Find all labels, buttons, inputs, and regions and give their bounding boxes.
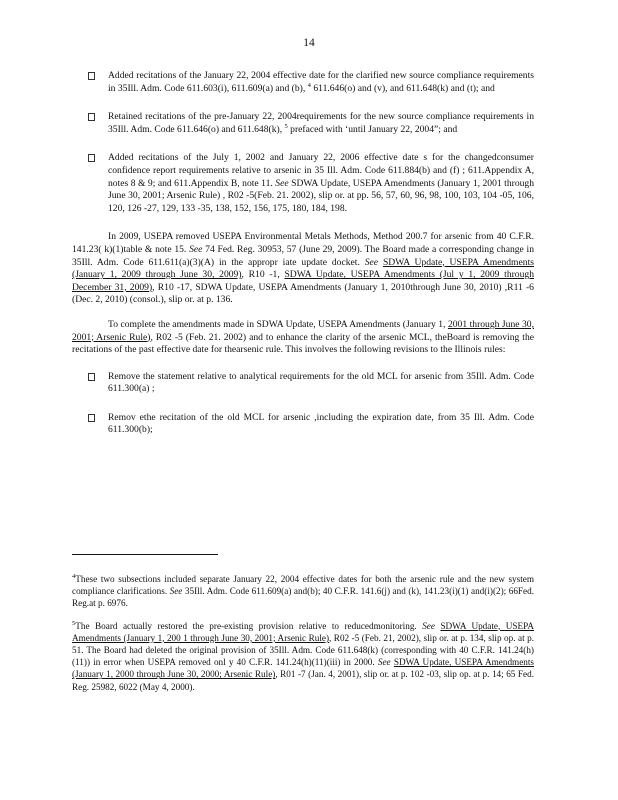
bullet-box-icon [88, 414, 95, 422]
paragraph: To complete the amendments made in SDWA Update, USEPA Amendments (January 1, 2001 through June 30, 2001; Arsenic Rule), R02 -5 (Feb. 21. 2002) and to enhance the clarity of the arsenic MCL, theBoard is removing the recitations of the past effective date for thearsenic rule. This involves the following revisions to the Illinois rules: [72, 318, 534, 356]
list-item: Retained recitations of the pre-January 22, 2004requirements for the new source compliance requirements in 35Ill. Adm. Code 611.646(o) and 611.648(k), $^5$ prefaced with ‘until January 22, 2004”; and [72, 111, 534, 136]
footnotes [72, 573, 534, 703]
footnote: $^4$These two subsections included separate January 22, 2004 effective dates for both the arsenic rule and the new system compliance clarifications. See 35Ill. Adm. Code 611.609(a) and(b); 40 C.F.R. 141.6(j) and (k), 141.23(i)(1) and(i)(2); 66Fed. Reg.at p. 6976. [72, 572, 534, 609]
bullet-box-icon [88, 154, 95, 162]
list-item: Added recitations of the January 22, 2004 effective date for the clarified new source compliance requirements in 35Ill. Adm. Code 611.603(i), 611.609(a) and (b), $^4$ 611.646(o) and (v), and 611.648(k) and (t); and [72, 70, 534, 95]
paragraph: In 2009, USEPA removed USEPA Environmental Metals Methods, Method 200.7 for arsenic from 40 C.F.R. 141.23( k)(1)table & note 15. See 74 Fed. Reg. 30953, 57 (June 29, 2009). The Board made a corresponding change in 35Ill. Adm. Code 611.611(a)(3)(A) in the appropr iate update docket. See SDWA Update, USEPA Amendments (January 1, 2009 through June 30, 2009), R10 -1, SDWA Update, USEPA Amendments (Jul y 1, 2009 through December 31, 2009), R10 -17, SDWA Update, USEPA Amendments (January 1, 2010through June 30, 2010) ,R11 -6 (Dec. 2, 2010) (consol.), slip or. at p. 136. [72, 231, 534, 306]
footnote: $^5$The Board actually restored the pre-existing provision relative to reducedmonitoring. See SDWA Update, USEPA Amendments (January 1, 200 1 through June 30, 2001; Arsenic Rule), R02 -5 (Feb. 21, 2002), slip or. at p. 134, slip op. at p. 51. The Board had deleted the original provision of 35Ill. Adm. Code 611.648(k) (corresponding with 40 C.F.R. 141.24(h)(11)) in error when USEPA removed onl y 40 C.F.R. 141.24(h)(11)(iii) in 2000. See SDWA Update, USEPA Amendments (January 1, 2000 through June 30, 2000; Arsenic Rule), R01 -7 (Jan. 4, 2001), slip or. at p. 102 -03, slip op. at p. 14; 65 Fed. Reg. 25982, 6022 (May 4, 2000). [72, 619, 535, 692]
bullet-box-icon [88, 113, 95, 121]
footnote-divider [72, 554, 218, 555]
footnote-ref: 4 [307, 81, 311, 89]
list-item: Added recitations of the July 1, 2002 and January 22, 2006 effective date s for the changedconsumer confidence report requirements relative to arsenic in 35 Ill. Adm. Code 611.884(b) and (f) ; 611.Appendix A, notes 8 & 9; and 611.Appendix B, note 11. See SDWA Update, USEPA Amendments (January 1, 2001 through June 30, 2001; Arsenic Rule) , R02 -5(Feb. 21. 2002), slip or. at pp. 56, 57, 60, 96, 98, 100, 103, 104 -05, 106, 120, 126 -27, 129, 133 -35, 138, 152, 156, 175, 180, 184, 198. [72, 152, 534, 215]
list-item: Remov ethe recitation of the old MCL for arsenic ,including the expiration date, from 35 Ill. Adm. Code 611.300(b); [72, 412, 534, 437]
list-item: Remove the statement relative to analytical requirements for the old MCL for arsenic from 35Ill. Adm. Code 611.300(a) ; [72, 371, 534, 396]
body-text [72, 70, 534, 451]
bullet-box-icon [88, 373, 95, 381]
bullet-box-icon [88, 72, 95, 80]
footnote-ref: 5 [284, 122, 288, 130]
page-number: 14 [303, 37, 315, 49]
